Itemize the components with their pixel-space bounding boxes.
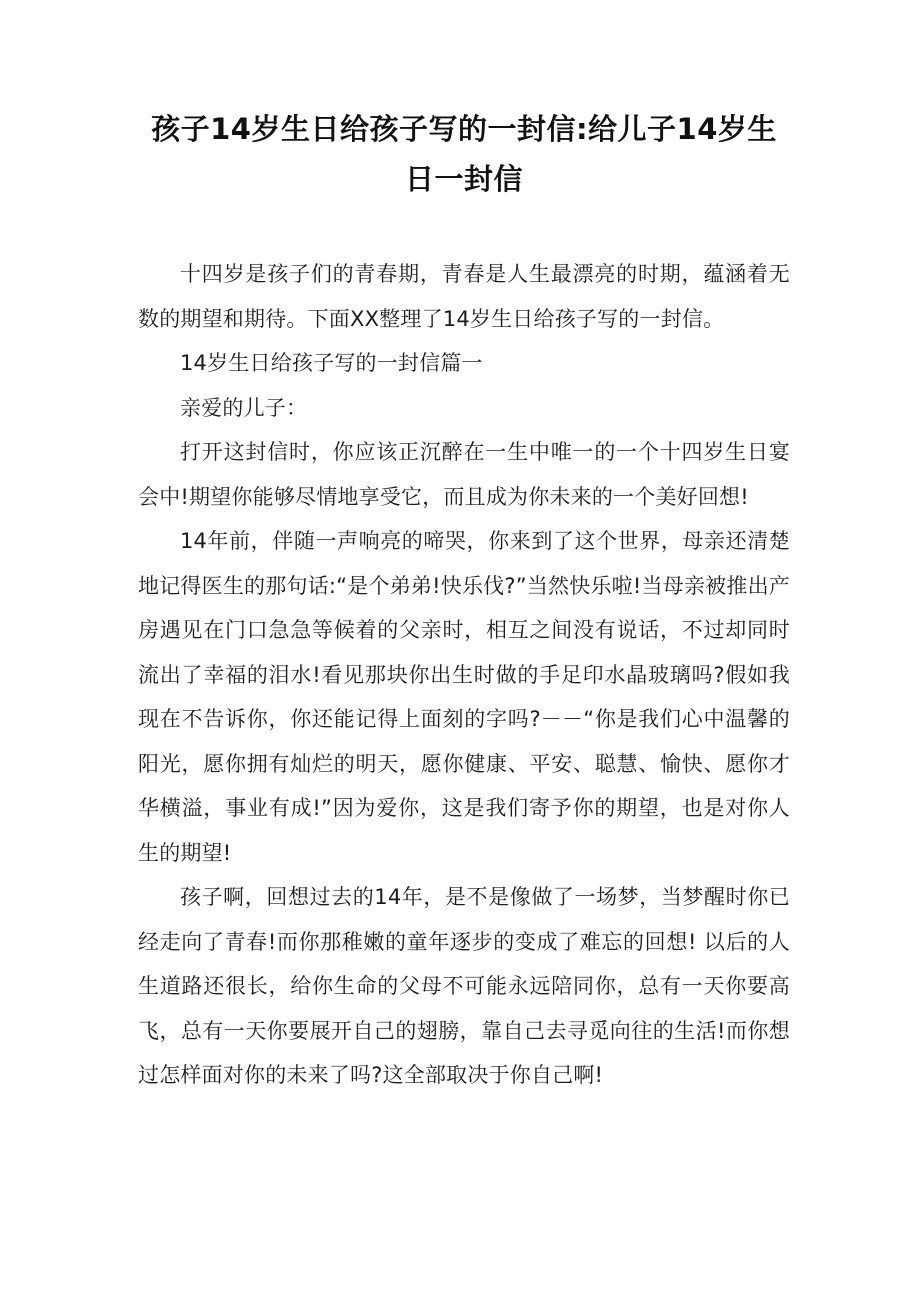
- page-title: 孩子14岁生日给孩子写的一封信:给儿子14岁生日一封信: [151, 112, 777, 196]
- document-body: [138, 252, 790, 1098]
- paragraph-salutation: 亲爱的儿子：: [180, 395, 308, 420]
- paragraph-body-2: 14年前，伴随一声响亮的啼哭，你来到了这个世界，母亲还清楚地记得医生的那句话:“是个弟弟!快乐伐?”当然快乐啦!当母亲被推出产房遇见在门口急急等候着的父亲时，相互之间没有说话，不过却同时流出了幸福的泪水!看见那块你出生时做的手足印水晶玻璃吗?假如我现在不告诉你，你还能记得上面刻的字吗?－－“你是我们心中温馨的阳光，愿你拥有灿烂的明天，愿你健康、平安、聪慧、愉快、愿你才华横溢，事业有成!”因为爱你，这是我们寄予你的期望，也是对你人生的期望!: [138, 529, 790, 865]
- paragraph-intro: 十四岁是孩子们的青春期，青春是人生最漂亮的时期，蕴涵着无数的期望和期待。下面XX整理了14岁生日给孩子写的一封信。: [138, 262, 790, 331]
- paragraph-body-3: 孩子啊，回想过去的14年，是不是像做了一场梦，当梦醒时你已经走向了青春!而你那稚嫩的童年逐步的变成了难忘的回想! 以后的人生道路还很长，给你生命的父母不可能永远陪同你，总有一天你要高飞，总有一天你要展开自己的翅膀，靠自己去寻觅向往的生活!而你想过怎样面对你的未来了吗?这全部取决于你自己啊!: [138, 885, 790, 1087]
- paragraph-section-heading: 14岁生日给孩子写的一封信篇一: [180, 351, 483, 375]
- paragraph-body-1: 打开这封信时，你应该正沉醉在一生中唯一的一个十四岁生日宴会中!期望你能够尽情地享受它，而且成为你未来的一个美好回想!: [138, 440, 790, 509]
- document-content: [138, 0, 790, 1098]
